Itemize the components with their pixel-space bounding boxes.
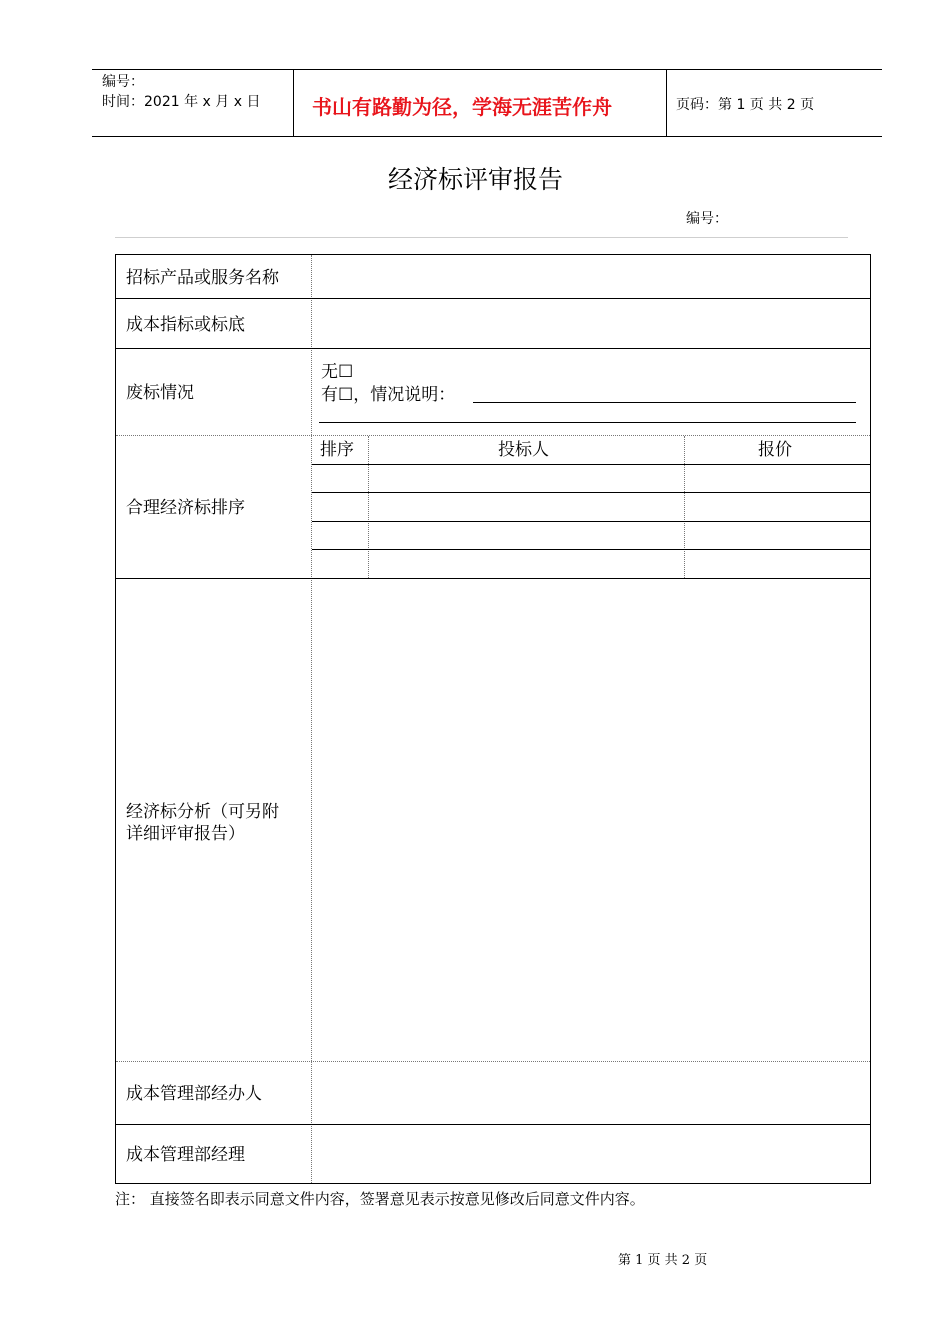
document-number-label: 编号： bbox=[686, 211, 728, 227]
manager-signature-field[interactable] bbox=[313, 1126, 869, 1183]
header-top-rule bbox=[92, 69, 882, 70]
abandon-explanation-line-1[interactable] bbox=[473, 402, 856, 403]
row-divider bbox=[116, 1061, 870, 1062]
abandon-none-checkbox[interactable]: 无☐ bbox=[321, 362, 354, 382]
label-column-divider bbox=[311, 255, 312, 1183]
header-motto: 书山有路勤为径，学海无涯苦作舟 bbox=[312, 95, 612, 119]
ranking-label: 合理经济标排序 bbox=[126, 498, 245, 518]
ranking-entry-area[interactable] bbox=[312, 465, 870, 578]
header-page-label: 页码：第 1 页 共 2 页 bbox=[676, 97, 815, 113]
review-form-table bbox=[115, 254, 871, 1184]
row-divider bbox=[116, 348, 870, 349]
row-divider bbox=[116, 1124, 870, 1125]
analysis-label-line-2: 详细评审报告） bbox=[126, 824, 245, 844]
header-divider-left bbox=[293, 69, 294, 136]
cost-target-field[interactable] bbox=[313, 300, 869, 347]
header-time-label: 时间：2021 年 x 月 x 日 bbox=[102, 94, 261, 110]
abandon-explanation-line-2[interactable] bbox=[319, 422, 856, 423]
row-divider bbox=[116, 298, 870, 299]
row-divider bbox=[116, 578, 870, 579]
product-name-field[interactable] bbox=[313, 256, 869, 297]
page-footer: 第 1 页 共 2 页 bbox=[618, 1253, 708, 1268]
cost-target-label: 成本指标或标底 bbox=[126, 315, 245, 335]
ranking-subtable bbox=[312, 436, 870, 578]
manager-label: 成本管理部经理 bbox=[126, 1145, 245, 1165]
page-title: 经济标评审报告 bbox=[388, 165, 564, 194]
header-bottom-rule bbox=[92, 136, 882, 137]
analysis-label-line-1: 经济标分析（可另附 bbox=[126, 802, 279, 822]
analysis-field[interactable] bbox=[313, 580, 869, 1060]
title-separator bbox=[115, 237, 848, 238]
handler-signature-field[interactable] bbox=[313, 1063, 869, 1123]
product-name-label: 招标产品或服务名称 bbox=[126, 268, 279, 288]
ranking-header-bidder: 投标人 bbox=[498, 440, 549, 460]
footnote: 注： 直接签名即表示同意文件内容，签署意见表示按意见修改后同意文件内容。 bbox=[115, 1190, 645, 1208]
header-divider-right bbox=[666, 69, 667, 136]
handler-label: 成本管理部经办人 bbox=[126, 1084, 262, 1104]
abandon-yes-checkbox[interactable]: 有☐，情况说明： bbox=[321, 385, 456, 405]
ranking-header-order: 排序 bbox=[320, 440, 354, 460]
ranking-header-price: 报价 bbox=[758, 440, 792, 460]
abandon-status-label: 废标情况 bbox=[126, 383, 194, 403]
header-number-label: 编号： bbox=[102, 74, 144, 90]
